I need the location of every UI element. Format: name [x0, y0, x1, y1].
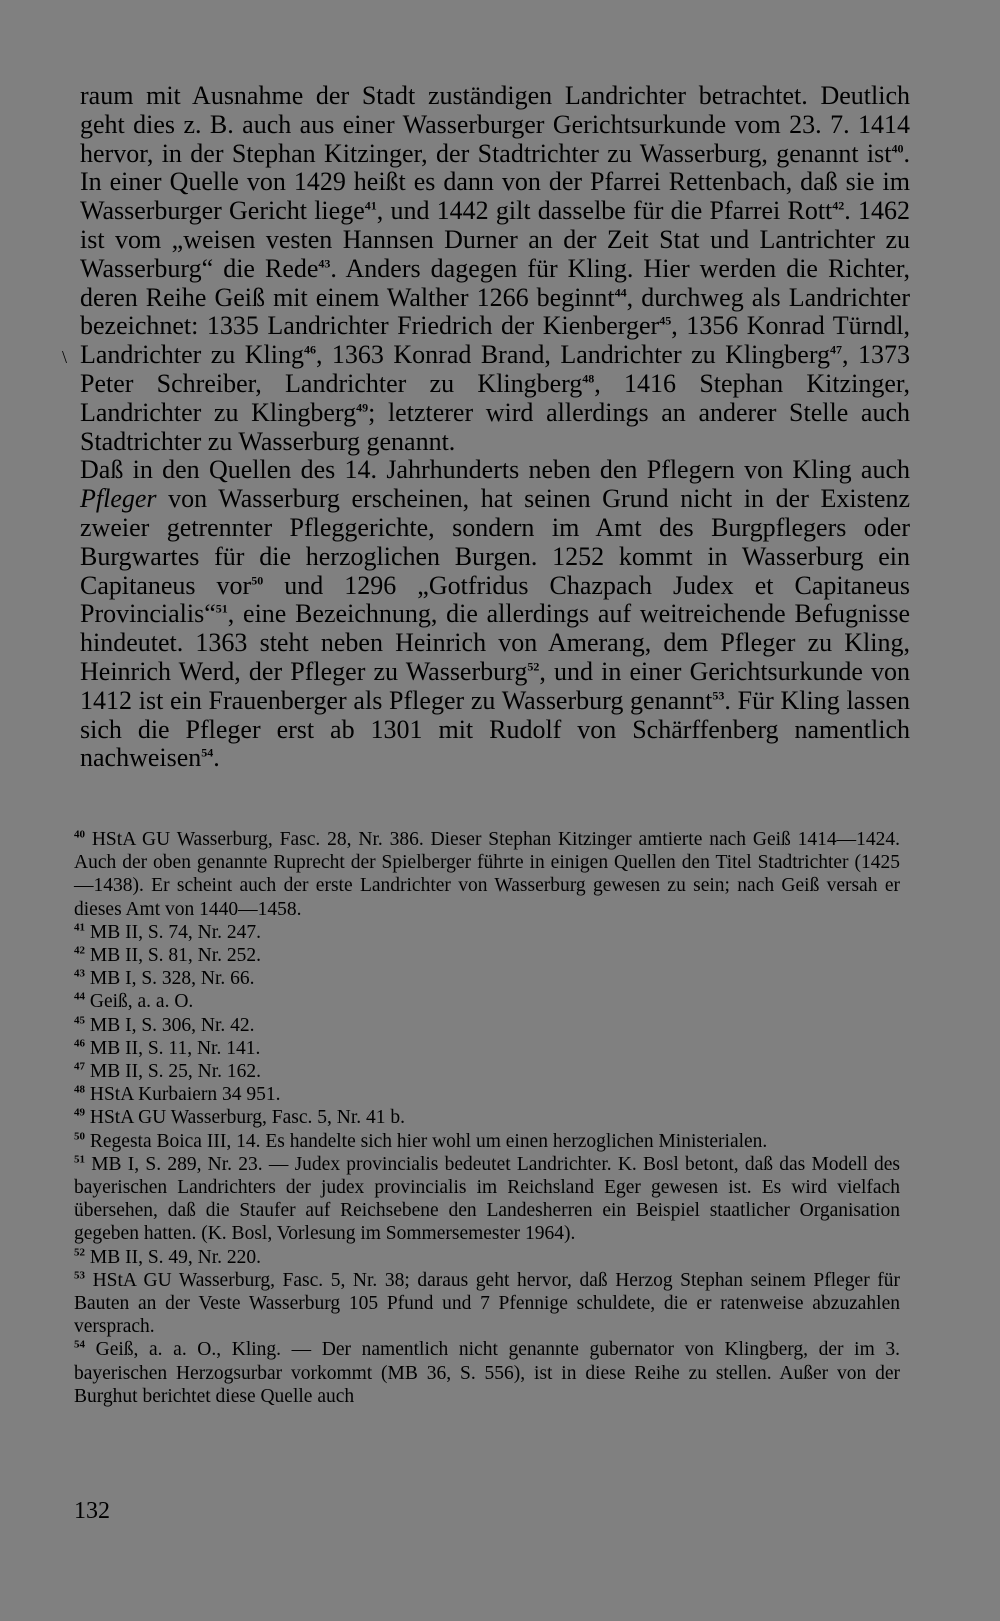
- text-run: , 1373 Peter Schreiber, Landrichter zu Klingberg: [80, 340, 911, 398]
- text-run: Daß in den Quellen des 14. Jahrhunderts neben den Pflegern von Kling auch: [80, 455, 910, 485]
- footnote-number: 44: [74, 990, 85, 1003]
- footnote-text: HStA GU Wasserburg, Fasc. 5, Nr. 38; daraus geht hervor, daß Herzog Stephan seinem Pfleger für Bauten an der Veste Wasserburg 105 Pfund und 7 Pfennige schuldete, die er ratenweise abzuzahlen versprach.: [74, 1269, 900, 1338]
- text-run: , und in einer Gerichtsurkunde von 1412 ist ein Frauenberger als Pfleger zu Wasserburg genannt: [80, 656, 910, 715]
- footnote-number: 45: [74, 1014, 85, 1027]
- text-run: , 1416 Stephan Kitzinger, Landrichter zu Klingberg: [80, 368, 910, 427]
- footnote-text: HStA GU Wasserburg, Fasc. 5, Nr. 41 b.: [85, 1107, 405, 1129]
- footnote-ref-53[interactable]: 53: [712, 688, 725, 703]
- italic-term: Pfleger: [80, 484, 157, 514]
- footnote-ref-49[interactable]: 49: [356, 400, 369, 415]
- footnote-50: [74, 1130, 900, 1153]
- footnote-54: [74, 1338, 900, 1408]
- footnote-text: HStA Kurbaiern 34 951.: [85, 1084, 281, 1106]
- footnote-number: 50: [74, 1130, 85, 1143]
- margin-mark: \: [62, 347, 68, 367]
- text-run: , eine Bezeichnung, die allerdings auf weitreichende Befugnisse hindeutet. 1363 steht neben Heinrich von Amerang, dem Pfleger zu Kling, Heinrich Werd, der Pfleger zu Wasserburg: [80, 599, 910, 686]
- footnote-number: 47: [74, 1060, 85, 1073]
- footnote-text: Regesta Boica III, 14. Es handelte sich hier wohl um einen herzoglichen Ministerialen.: [85, 1130, 768, 1152]
- footnote-text: Geiß, a. a. O.: [85, 991, 194, 1013]
- footnote-43: [74, 967, 900, 990]
- footnote-48: [74, 1083, 900, 1106]
- text-run: .: [213, 743, 220, 773]
- footnote-text: MB II, S. 74, Nr. 247.: [85, 921, 262, 943]
- footnote-text: HStA GU Wasserburg, Fasc. 28, Nr. 386. Dieser Stephan Kitzinger amtierte nach Geiß 1414—1424. Auch der oben genannte Ruprecht der Spielberger führte in einigen Quellen den Titel Stadtrichter (1425—1438). Er scheint auch der erste Landrichter von Wasserburg gewesen zu sein; nach Geiß versah er dieses Amt von 1440—1458.: [74, 829, 900, 920]
- footnote-number: 40: [74, 828, 85, 841]
- text-run: , 1356 Konrad Türndl, Landrichter zu Kling: [80, 311, 910, 370]
- footnote-ref-44[interactable]: 44: [614, 284, 627, 299]
- footnote-ref-43[interactable]: 43: [318, 256, 331, 271]
- footnote-40: [74, 828, 900, 921]
- text-run: . 1462 ist vom „weisen vesten Hannsen Durner an der Zeit Stat und Lantrichter zu Wasserburg“ die Rede: [80, 196, 911, 283]
- main-text: [80, 82, 910, 773]
- footnote-text: Geiß, a. a. O., Kling. — Der namentlich nicht genannte gubernator von Klingberg, der im 3. bayerischen Herzogsurbar vorkommt (MB 36, S. 556), ist in diese Reihe zu stellen. Außer von der Burghut berichtet diese Quelle auch: [74, 1339, 900, 1407]
- footnote-number: 54: [74, 1338, 85, 1351]
- footnote-46: [74, 1037, 900, 1060]
- footnote-ref-48[interactable]: 48: [582, 371, 595, 386]
- footnote-ref-50[interactable]: 50: [251, 572, 264, 587]
- footnote-52: [74, 1246, 900, 1269]
- text-run: von Wasserburg erscheinen, hat seinen Grund nicht in der Existenz zweier getrennter Pfleggerichte, sondern im Amt des Burgpflegers oder Burgwartes für die herzoglichen Burgen. 1252 kommt in Wasserburg ein Capitaneus vor: [80, 484, 910, 600]
- footnote-45: [74, 1014, 900, 1037]
- text-run: , 1363 Konrad Brand, Landrichter zu Klingberg: [315, 340, 831, 370]
- footnote-text: MB II, S. 25, Nr. 162.: [85, 1061, 262, 1083]
- footnote-text: MB I, S. 328, Nr. 66.: [85, 968, 255, 990]
- text-run: , durchweg als Landrichter bezeichnet: 1335 Landrichter Friedrich der Kienberger: [80, 282, 910, 341]
- footnote-ref-40[interactable]: 40: [891, 140, 904, 155]
- footnote-42: [74, 944, 900, 967]
- text-run: . Anders dagegen für Kling. Hier werden die Richter, deren Reihe Geiß mit einem Walther 1266 beginnt: [80, 253, 910, 312]
- text-run: raum mit Ausnahme der Stadt zuständigen Landrichter betrachtet. Deutlich geht dies z. B. auch aus einer Wasserburger Gerichtsurkunde vom 23. 7. 1414 hervor, in der Stephan Kitzinger, der Stadtrichter zu Wasserburg, genannt ist: [80, 81, 910, 168]
- footnote-ref-42[interactable]: 42: [832, 198, 845, 213]
- footnote-49: [74, 1106, 900, 1129]
- footnote-text: MB I, S. 289, Nr. 23. — Judex provincialis bedeutet Landrichter. K. Bosl betont, daß das Modell des bayerischen Landrichters der judex provincialis im Reichsland Eger gewesen ist. Es wird vielfach übersehen, daß die Staufer auf Reichsebene den Landesherren ein Beispiel staatlicher Organisation gegeben hatten. (K. Bosl, Vorlesung im Sommersemester 1964).: [74, 1153, 900, 1245]
- footnote-text: MB II, S. 81, Nr. 252.: [85, 945, 262, 967]
- footnote-ref-46[interactable]: 46: [303, 342, 316, 357]
- footnote-number: 43: [74, 967, 85, 980]
- footnote-number: 48: [74, 1083, 85, 1096]
- footnote-text: MB II, S. 49, Nr. 220.: [85, 1246, 262, 1268]
- paragraph-1: [80, 82, 910, 456]
- page-body: [80, 82, 910, 773]
- footnote-47: [74, 1060, 900, 1083]
- text-run: . Für Kling lassen sich die Pfleger erst ab 1301 mit Rudolf von Schärffenberg namentlich nachweisen: [80, 685, 910, 773]
- footnote-ref-41[interactable]: 41: [364, 198, 377, 213]
- page-number: 132: [74, 1498, 110, 1524]
- footnote-text: MB I, S. 306, Nr. 42.: [85, 1014, 255, 1036]
- footnote-ref-47[interactable]: 47: [830, 342, 843, 357]
- footnote-number: 41: [74, 921, 85, 934]
- footnote-number: 51: [74, 1153, 85, 1166]
- text-run: . In einer Quelle von 1429 heißt es dann von der Pfarrei Rettenbach, daß sie im Wasserburger Gericht liege: [80, 138, 910, 226]
- text-run: ; letzterer wird allerdings an anderer Stelle auch Stadtrichter zu Wasserburg genannt.: [80, 397, 910, 456]
- footnote-number: 53: [74, 1269, 85, 1282]
- footnote-number: 52: [74, 1246, 85, 1259]
- footnote-53: [74, 1269, 900, 1339]
- footnote-number: 49: [74, 1106, 85, 1119]
- footnote-number: 46: [74, 1037, 85, 1050]
- footnote-ref-51[interactable]: 51: [215, 601, 228, 616]
- footnote-ref-45[interactable]: 45: [659, 313, 672, 328]
- footnote-text: MB II, S. 11, Nr. 141.: [85, 1037, 261, 1059]
- footnote-44: [74, 990, 900, 1013]
- footnote-ref-52[interactable]: 52: [527, 659, 540, 674]
- paragraph-2: [80, 456, 910, 773]
- footnote-ref-54[interactable]: 54: [201, 745, 214, 760]
- text-run: und 1296 „Gotfridus Chazpach Judex et Capitaneus Provincialis“: [80, 570, 911, 629]
- footnote-41: [74, 921, 900, 944]
- footnote-51: [74, 1153, 900, 1246]
- footnote-number: 42: [74, 944, 85, 957]
- text-run: , und 1442 gilt dasselbe für die Pfarrei Rott: [376, 196, 833, 226]
- footnotes-section: [74, 828, 900, 1408]
